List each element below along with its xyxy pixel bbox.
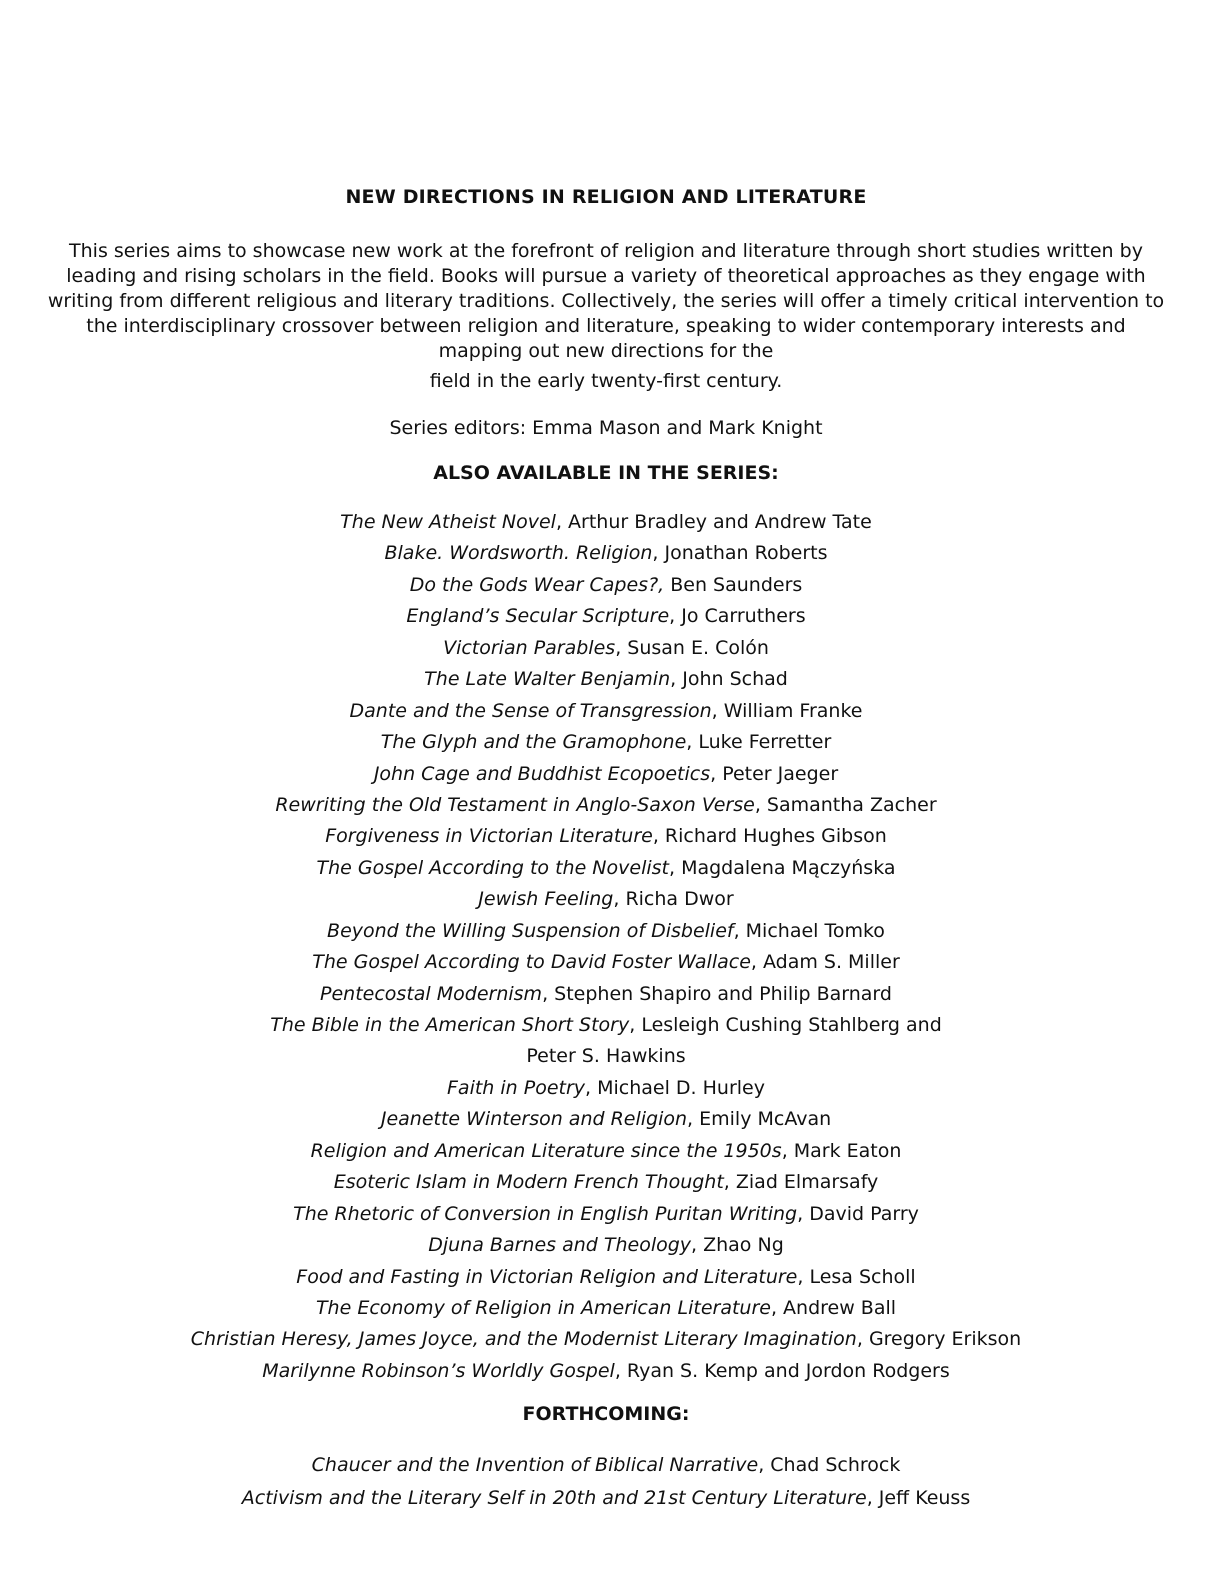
forthcoming-heading: FORTHCOMING: bbox=[522, 1403, 690, 1425]
book-title: The Late Walter Benjamin bbox=[424, 668, 671, 691]
book-title: Religion and American Literature since the 1950s bbox=[310, 1139, 782, 1162]
book-title: Djuna Barnes and Theology bbox=[428, 1234, 692, 1257]
book-author: , Emily McAvan bbox=[687, 1108, 832, 1131]
book-title: The New Atheist Novel bbox=[340, 511, 556, 533]
book-author: , Chad Schrock bbox=[758, 1454, 901, 1476]
book-author: , Michael D. Hurley bbox=[585, 1076, 765, 1099]
book-title: Victorian Parables bbox=[443, 636, 616, 659]
book-author: , Luke Ferretter bbox=[686, 731, 832, 754]
book-title: The Rhetoric of Conversion in English Puritan Writing bbox=[293, 1202, 798, 1225]
series-title: NEW DIRECTIONS IN RELIGION AND LITERATURE bbox=[345, 186, 867, 208]
book-list-item bbox=[0, 1230, 1212, 1261]
book-title: Pentecostal Modernism bbox=[320, 982, 543, 1005]
book-title: Beyond the Willing Suspension of Disbelief bbox=[327, 919, 734, 942]
book-author: , Gregory Erikson bbox=[856, 1328, 1022, 1351]
book-author: , Ziad Elmarsafy bbox=[723, 1171, 879, 1194]
book-title: Forgiveness in Victorian Literature bbox=[325, 825, 653, 848]
series-editors: Series editors: Emma Mason and Mark Knight bbox=[389, 417, 823, 439]
book-author: , Magdalena Mączyńska bbox=[668, 856, 896, 879]
book-title: The Glyph and the Gramophone bbox=[380, 731, 687, 754]
book-title: Blake. Wordsworth. Religion bbox=[384, 542, 653, 565]
book-author: , Ryan S. Kemp and Jordon Rodgers bbox=[614, 1359, 950, 1382]
book-title: Do the Gods Wear Capes?, bbox=[409, 573, 665, 596]
book-author: , Lesa Scholl bbox=[797, 1265, 916, 1288]
book-list-item bbox=[0, 1199, 1212, 1230]
book-list-item bbox=[0, 1073, 1212, 1104]
book-author: , Andrew Ball bbox=[770, 1296, 897, 1319]
forthcoming-list-item bbox=[0, 1449, 1212, 1482]
forthcoming-list bbox=[0, 1449, 1212, 1515]
book-list-item bbox=[0, 979, 1212, 1010]
book-title: The Economy of Religion in American Literature bbox=[315, 1296, 771, 1319]
book-title: Jewish Feeling bbox=[478, 888, 614, 911]
book-author: , David Parry bbox=[797, 1202, 919, 1225]
book-author: , William Franke bbox=[711, 699, 863, 722]
book-author: , Jeff Keuss bbox=[866, 1487, 971, 1509]
book-title: Dante and the Sense of Transgression bbox=[349, 699, 712, 722]
book-list-item bbox=[0, 1324, 1212, 1355]
book-title: The Bible in the American Short Story bbox=[270, 1014, 630, 1036]
book-list-item bbox=[0, 601, 1212, 632]
also-available-list bbox=[0, 507, 1212, 1387]
book-list-item bbox=[0, 853, 1212, 884]
book-list-item bbox=[0, 884, 1212, 915]
book-author: , Arthur Bradley and Andrew Tate bbox=[555, 511, 872, 533]
book-list-item bbox=[0, 821, 1212, 852]
book-list-item bbox=[0, 1041, 1212, 1072]
book-title: The Gospel According to David Foster Wallace bbox=[312, 951, 751, 974]
book-title: Chaucer and the Invention of Biblical Narrative bbox=[311, 1454, 759, 1476]
book-list-item bbox=[0, 759, 1212, 790]
book-title: Faith in Poetry bbox=[447, 1076, 586, 1099]
book-title: Esoteric Islam in Modern French Thought bbox=[333, 1171, 724, 1194]
series-description-tail: field in the early twenty-first century. bbox=[429, 370, 783, 392]
book-author: , John Schad bbox=[670, 668, 788, 691]
book-author: , Zhao Ng bbox=[691, 1234, 784, 1257]
book-author: , Stephen Shapiro and Philip Barnard bbox=[542, 982, 892, 1005]
book-author: , Mark Eaton bbox=[781, 1139, 902, 1162]
book-author: , Michael Tomko bbox=[733, 919, 885, 942]
book-title: John Cage and Buddhist Ecopoetics bbox=[373, 762, 711, 785]
book-author: , Jonathan Roberts bbox=[652, 542, 828, 565]
book-list-item bbox=[0, 947, 1212, 978]
book-list-item bbox=[0, 696, 1212, 727]
book-list-item bbox=[0, 1167, 1212, 1198]
book-title: Food and Fasting in Victorian Religion and Literature bbox=[296, 1265, 798, 1288]
book-list-item bbox=[0, 790, 1212, 821]
book-title: England’s Secular Scripture bbox=[406, 605, 670, 628]
book-title: Marilynne Robinson’s Worldly Gospel bbox=[262, 1359, 615, 1382]
book-author: Ben Saunders bbox=[664, 573, 803, 596]
series-description: This series aims to showcase new work at the forefront of religion and literature through short studies written by leading and rising scholars in the field. Books will pursue a variety of theoretical approaches as they engage with writing from different religious and literary traditions. Collectively, the series will offer a timely critical intervention to the interdisciplinary crossover between religion and literature, speaking to wider contemporary interests and mapping out new directions for the bbox=[47, 240, 1165, 362]
book-title: Christian Heresy, James Joyce, and the Modernist Literary Imagination bbox=[190, 1328, 857, 1351]
book-title: Jeanette Winterson and Religion bbox=[380, 1108, 688, 1131]
book-author: , Adam S. Miller bbox=[750, 951, 900, 974]
book-author: , Peter Jaeger bbox=[710, 762, 839, 785]
book-author: , Jo Carruthers bbox=[669, 605, 806, 628]
book-list-item bbox=[0, 664, 1212, 695]
book-author: , Richard Hughes Gibson bbox=[652, 825, 887, 848]
book-author: , Susan E. Colón bbox=[615, 636, 769, 659]
book-author: Peter S. Hawkins bbox=[526, 1045, 686, 1068]
book-title: Rewriting the Old Testament in Anglo-Saxon Verse bbox=[275, 793, 755, 816]
book-list-item bbox=[0, 538, 1212, 569]
book-list-item bbox=[0, 1136, 1212, 1167]
book-list-item bbox=[0, 916, 1212, 947]
book-author: , Richa Dwor bbox=[613, 888, 734, 911]
book-list-item bbox=[0, 633, 1212, 664]
book-list-item bbox=[0, 1104, 1212, 1135]
book-list-item bbox=[0, 1262, 1212, 1293]
forthcoming-list-item bbox=[0, 1482, 1212, 1515]
book-author: , Samantha Zacher bbox=[754, 793, 937, 816]
book-list-item bbox=[0, 570, 1212, 601]
book-author: , Lesleigh Cushing Stahlberg and bbox=[629, 1014, 942, 1036]
book-list-item bbox=[0, 727, 1212, 758]
book-list-item bbox=[0, 1010, 1212, 1041]
book-list-item bbox=[0, 507, 1212, 538]
book-list-item bbox=[0, 1356, 1212, 1387]
also-available-heading: ALSO AVAILABLE IN THE SERIES: bbox=[433, 462, 779, 484]
book-title: Activism and the Literary Self in 20th and 21st Century Literature bbox=[241, 1487, 867, 1509]
book-list-item bbox=[0, 1293, 1212, 1324]
book-title: The Gospel According to the Novelist bbox=[316, 856, 669, 879]
